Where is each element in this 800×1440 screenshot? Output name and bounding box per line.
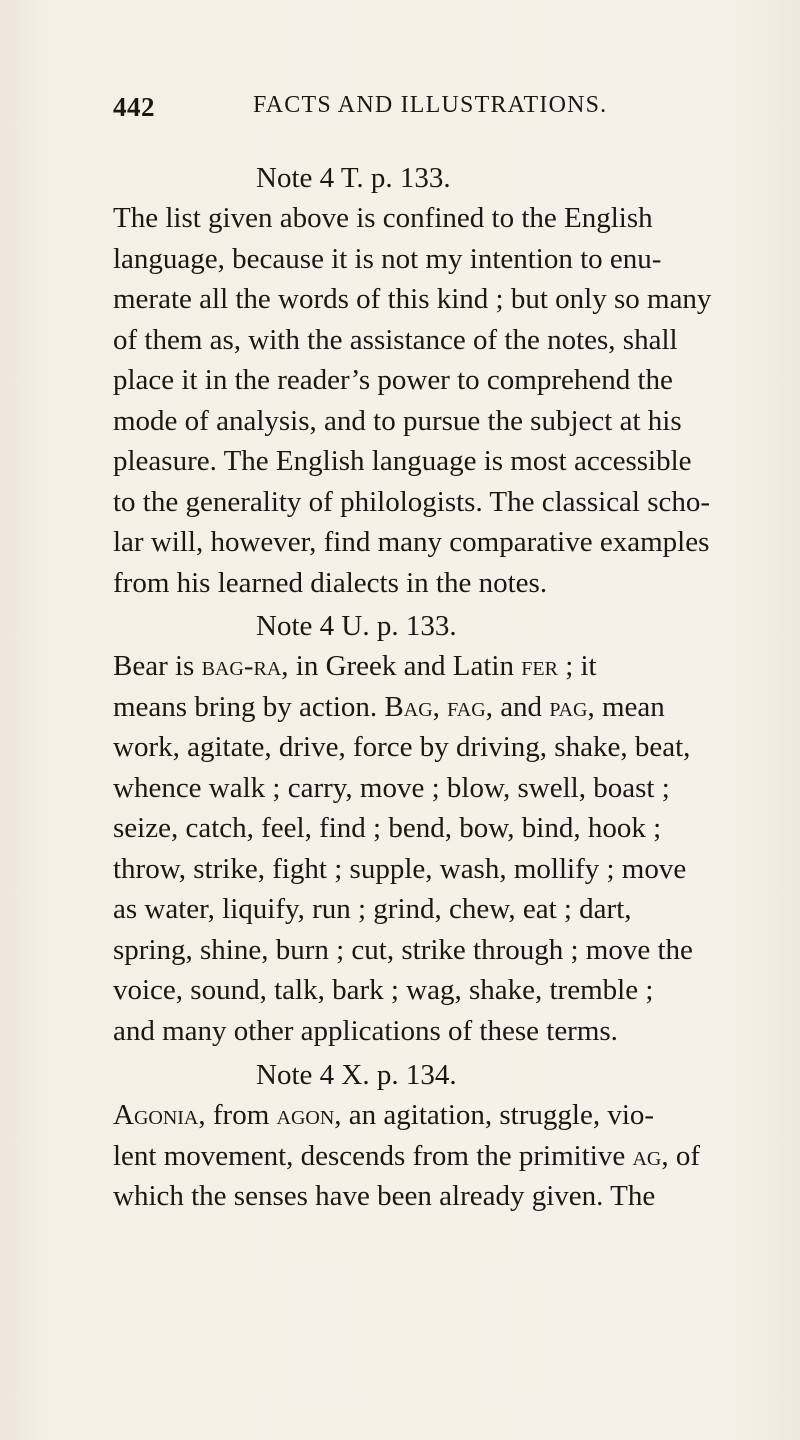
note-4u [113,606,713,1051]
text-line [113,889,713,930]
text-line [113,320,713,361]
running-title: FACTS AND ILLUSTRATIONS. [253,92,608,118]
page-number: 442 [113,92,155,122]
text-line [113,360,713,401]
text-line [113,279,713,320]
text-run: , and [485,690,550,723]
text-line [113,646,713,687]
text-run: voice, sound, talk, bark ; wag, shake, tremble ; [113,974,654,1006]
text-run: merate all the words of this kind ; but only so many [113,283,712,315]
text-line [113,687,713,728]
text-run: work, agitate, drive, force by driving, shake, beat, [113,731,691,763]
small-caps-term: Bag, fag [384,690,486,723]
small-caps-term: bag-ra [201,650,282,682]
text-run: whence walk ; carry, move ; blow, swell, boast ; [113,771,670,804]
note-4t [113,158,713,603]
text-run: , in Greek and Latin [281,650,522,682]
text-run: to the generality of philologists. The classical scho- [113,485,711,518]
text-line [113,482,713,523]
note-title: Note 4 X. p. 134. [256,1059,457,1091]
note-body [113,1095,713,1217]
text-line [113,1011,713,1052]
text-line [113,727,713,768]
text-line [113,401,713,442]
note-body [113,646,713,1051]
text-line [113,441,713,482]
text-run: , of [661,1139,701,1172]
text-run: lent movement, descends from the primitive [113,1139,633,1172]
text-run: lar will, however, find many comparative examples [113,526,710,558]
text-line [113,198,713,239]
text-run: from his learned dialects in the notes. [113,566,548,599]
text-run: , an agitation, struggle, vio- [334,1099,655,1131]
text-run: seize, catch, feel, find ; bend, bow, bind, hook ; [113,812,662,844]
text-run: pleasure. The English language is most accessible [113,445,692,477]
text-run: as water, liquify, run ; grind, chew, eat ; dart, [113,893,632,925]
text-run: , mean [587,690,665,723]
text-line [113,970,713,1011]
text-run: The list given above is confined to the English [113,202,653,234]
text-run: means bring by action. [113,690,385,723]
text-run: Bear is [113,650,202,682]
text-run: language, because it is not my intention to enu- [113,242,662,275]
small-caps-term: ag [632,1139,662,1172]
text-line [113,1095,713,1136]
small-caps-term: Agonia [113,1099,199,1131]
text-run: ; it [557,650,597,682]
text-line [113,563,713,604]
note-body [113,198,713,603]
text-run: and many other applications of these terms. [113,1014,618,1047]
small-caps-term: pag [549,690,588,723]
text-run: throw, strike, fight ; supple, wash, mollify ; move [113,852,687,885]
text-line [113,1176,713,1217]
text-line [113,522,713,563]
text-run: of them as, with the assistance of the notes, shall [113,323,678,356]
note-4x [113,1055,713,1217]
small-caps-term: fer [521,650,558,682]
text-run: mode of analysis, and to pursue the subject at his [113,404,682,437]
page-header [113,92,683,132]
small-caps-term: agon [276,1099,335,1131]
text-run: spring, shine, burn ; cut, strike through ; move the [113,933,693,966]
text-run: which the senses have been already given. The [113,1180,656,1212]
text-line [113,930,713,971]
note-title: Note 4 U. p. 133. [256,610,457,642]
text-run: , from [198,1099,277,1131]
text-line [113,808,713,849]
text-line [113,849,713,890]
text-line [113,1136,713,1177]
text-line [113,768,713,809]
text-run: place it in the reader’s power to comprehend the [113,364,673,396]
text-line [113,239,713,280]
note-title: Note 4 T. p. 133. [256,162,451,194]
